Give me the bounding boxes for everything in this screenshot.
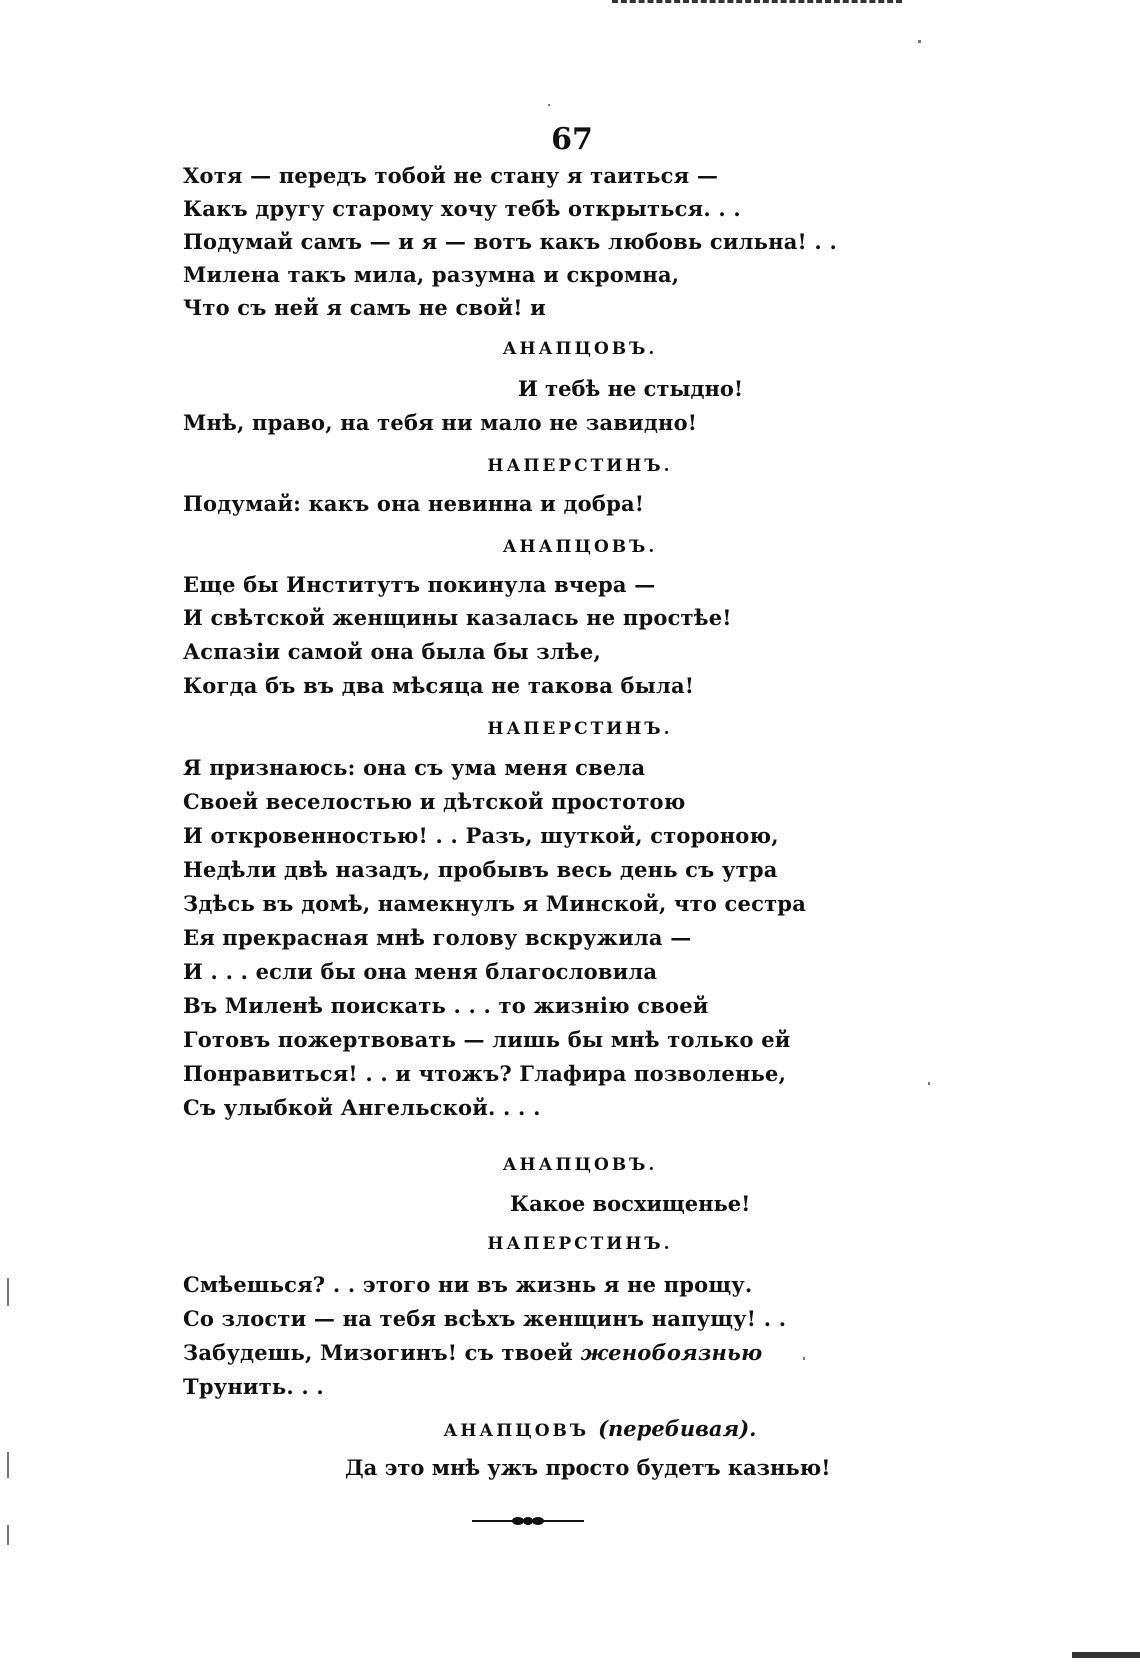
verse-line: Съ улыбкой Ангельской. . . . xyxy=(183,1095,541,1120)
print-speck xyxy=(918,40,921,43)
verse-continuation: Какое восхищенье! xyxy=(510,1191,751,1216)
verse-line: Готовъ пожертвовать — лишь бы мнѣ только ей xyxy=(183,1027,791,1052)
stage-direction: (перебивая). xyxy=(598,1416,757,1441)
verse-line: Когда бъ въ два мѣсяца не такова была! xyxy=(183,673,695,698)
verse-line: Еще бы Институтъ покинула вчера — xyxy=(183,572,656,597)
speaker-name: НАПЕРСТИНЪ. xyxy=(487,456,673,476)
verse-line: Милена такъ мила, разумна и скромна, xyxy=(183,262,680,287)
scan-corner-mark xyxy=(1072,1652,1140,1658)
verse-line: Недѣли двѣ назадъ, пробывъ весь день съ утра xyxy=(183,857,778,882)
speaker-line xyxy=(0,1416,1140,1441)
scan-edge-mark xyxy=(7,1278,9,1306)
verse-italic-word: женобоязнью xyxy=(580,1340,763,1365)
scan-edge-mark xyxy=(7,1452,9,1478)
speaker-name: АНАПЦОВЪ. xyxy=(502,537,658,557)
verse-continuation: И тебѣ не стыдно! xyxy=(518,376,744,401)
verse-line: Я признаюсь: она съ ума меня свела xyxy=(183,755,646,780)
verse-line: И свѣтской женщины казалась не простѣе! xyxy=(183,605,732,630)
verse-line: Смѣешься? . . этого ни въ жизнь я не прощу. xyxy=(183,1272,753,1297)
speaker-name: АНАПЦОВЪ. xyxy=(502,339,658,359)
verse-line: Въ Миленѣ поискать . . . то жизнію своей xyxy=(183,993,709,1018)
speaker-name: НАПЕРСТИНЪ. xyxy=(487,719,673,739)
print-speck xyxy=(928,1082,930,1085)
print-speck xyxy=(548,104,550,106)
top-rule xyxy=(612,0,902,6)
verse-line: Какъ другу старому хочу тебѣ открыться. . . xyxy=(183,196,741,221)
speaker-name: АНАПЦОВЪ xyxy=(443,1421,590,1441)
verse-line: Трунить. . . xyxy=(183,1374,324,1399)
verse-line: И . . . если бы она меня благословила xyxy=(183,959,658,984)
speaker-name: АНАПЦОВЪ. xyxy=(502,1155,658,1175)
page-number: 67 xyxy=(551,122,593,157)
verse-line xyxy=(183,1340,762,1365)
verse-line: Понравиться! . . и чтожъ? Глафира позволенье, xyxy=(183,1061,787,1086)
verse-line: Да это мнѣ ужъ просто будетъ казнью! xyxy=(345,1455,831,1480)
verse-text: Забудешь, Мизогинъ! съ твоей xyxy=(183,1340,574,1365)
verse-line: Своей веселостью и дѣтской простотою xyxy=(183,789,686,814)
verse-line: Со злости — на тебя всѣхъ женщинъ напущу! . . xyxy=(183,1306,787,1331)
verse-line: Что съ ней я самъ не свой! и xyxy=(183,295,546,320)
verse-line: Ея прекрасная мнѣ голову вскружила — xyxy=(183,925,692,950)
verse-line: Аспазіи самой она была бы злѣе, xyxy=(183,639,601,664)
verse-line: Подумай самъ — и я — вотъ какъ любовь сильна! . . xyxy=(183,229,837,254)
scan-edge-mark xyxy=(7,1525,9,1545)
verse-line: И откровенностью! . . Разъ, шуткой, стороною, xyxy=(183,823,779,848)
ornament-divider-icon xyxy=(472,1515,584,1527)
verse-line: Подумай: какъ она невинна и добра! xyxy=(183,491,645,516)
verse-line: Здѣсь въ домѣ, намекнулъ я Минской, что сестра xyxy=(183,891,806,916)
verse-line: Хотя — передъ тобой не стану я таиться — xyxy=(183,163,719,188)
speaker-name: НАПЕРСТИНЪ. xyxy=(487,1234,673,1254)
print-speck xyxy=(803,1357,805,1360)
verse-line: Мнѣ, право, на тебя ни мало не завидно! xyxy=(183,410,698,435)
